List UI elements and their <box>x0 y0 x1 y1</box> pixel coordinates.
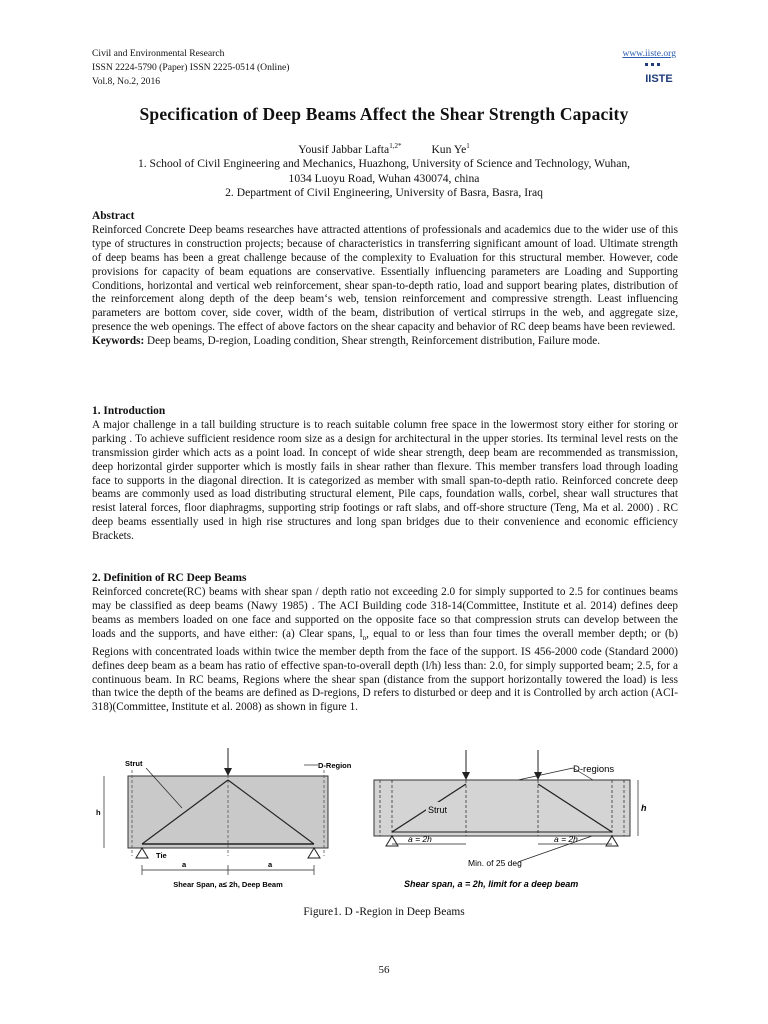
left-a2-label: a <box>268 860 273 869</box>
definition-text <box>92 586 678 715</box>
left-a1-label: a <box>182 860 187 869</box>
author-1-sup: 1,2* <box>389 142 402 150</box>
right-dregions-label: D-regions <box>573 764 615 775</box>
left-dregion-label: D-Region <box>318 761 352 770</box>
iiste-logo <box>642 62 676 86</box>
affiliation-1-line-2: 1034 Luoyu Road, Wuhan 430074, china <box>288 171 480 185</box>
introduction-section <box>92 405 678 544</box>
journal-name: Civil and Environmental Research <box>92 48 225 59</box>
keywords-label: Keywords: <box>92 335 145 348</box>
left-tie-label: Tie <box>156 851 167 860</box>
right-min-angle-label: Min. of 25 deg <box>468 858 522 868</box>
figure-d-regions-right <box>368 748 650 896</box>
journal-volume: Vol.8, No.2, 2016 <box>92 76 161 87</box>
right-a1-label: a = 2h <box>408 834 432 844</box>
journal-issn: ISSN 2224-5790 (Paper) ISSN 2225-0514 (Online) <box>92 62 290 73</box>
authors-block <box>0 139 768 201</box>
keywords-paragraph <box>92 335 678 349</box>
page-number: 56 <box>378 964 390 976</box>
paper-title: Specification of Deep Beams Affect the Shear Strength Capacity <box>139 104 629 124</box>
affiliation-2: 2. Department of Civil Engineering, University of Basra, Basra, Iraq <box>225 186 543 200</box>
journal-url-link[interactable]: www.iiste.org <box>622 48 676 59</box>
figure-deep-beam-left <box>90 748 358 896</box>
right-a2-label: a = 2h <box>554 834 578 844</box>
abstract-text: Reinforced Concrete Deep beams researches have attracted attentions of professionals and academics due to the wider use of this type of structures in construction projects; because of characteristics in transferring significant amount of load. Ultimate strength of deep beams has been a great challenge because of the complexity to Evaluation for this structural member. However, code provisions for capacity of beam equations are conservative. Essentially influencing parameters are Loading and Supporting Conditions, horizontal and vertical web reinforcement, shear span-to-depth ratio, load and support bearing plates, distribution of the reinforcement along depth of the deep beam‘s web, tension reinforcement and compressive strength. Least influencing parameters are bottom cover, side cover, width of the beam, distribution of vertical stirrups in the web, and aggregate size, presence the web openings. The effect of above factors on the shear capacity and behavior of RC deep beams have been reviewed. <box>92 223 678 334</box>
journal-url-block <box>622 47 676 61</box>
definition-text-a: Reinforced concrete(RC) beams with shear span / depth ratio not exceeding 2.0 for simply supported to 2.5 for continues beams may be classified as deep beams (Nawy 1985) . The ACI Building code 318-14(Committee, Institute et al. 2014) defines deep beams as members loaded on one face and supported on the opposite face so that compression struts can develop between the loads and the supports, and have either: (a) Clear spans, l <box>92 585 678 640</box>
affiliation-1-line-1: 1. School of Civil Engineering and Mechanics, Huazhong, University of Science and Technology, Wuhan, <box>137 157 631 171</box>
keywords-text: Deep beams, D-region, Loading condition, Shear strength, Reinforcement distribution, Failure mode. <box>147 335 600 348</box>
author-2-sup: 1 <box>466 142 470 150</box>
introduction-text: A major challenge in a tall building structure is to reach suitable column free space in the lowermost story either for storing or parking . To achieve sufficient residence room size as a design for architectural in the upper stories. Its terminal level rests on the transmission girder which acts as a point load. In concept of wide shear strength, deep beam are recommended as transmission, deep horizontal girder supporter which is mostly fails in shear rather than flexure. This member transfers load through loading face to supports in the diagonal direction. It is categorized as member with small span-to-depth ratio. Reinforced concrete deep beams are commonly used as load distributing structural element, Pile caps, foundation walls, corbel, shear wall structures that resist lateral forces, floor diaphragms, supporting strip footings or raft slabs, and off-shore structure (Teng, Ma et al. 2000) . RC deep beams essentially used in high rise structures and long span bridges due to their convenience and economic efficiency Brackets. <box>92 418 678 543</box>
definition-heading: 2. Definition of RC Deep Beams <box>92 572 247 584</box>
abstract-heading: Abstract <box>92 210 135 222</box>
figure-caption: Figure1. D -Region in Deep Beams <box>303 906 465 918</box>
introduction-heading: 1. Introduction <box>92 405 166 417</box>
right-shear-span-caption: Shear span, a = 2h, limit for a deep beam <box>404 879 579 889</box>
abstract-section <box>92 210 678 349</box>
left-h-label: h <box>96 808 101 817</box>
left-shear-span-caption: Shear Span, a≤ 2h, Deep Beam <box>173 880 283 889</box>
definition-section <box>92 572 678 715</box>
author-2: Kun Ye <box>431 142 467 156</box>
definition-text-b: , equal to or less than four times the overall member depth; or (b) Regions with concentrated loads within twice the member depth from the face of the support. IS 456-2000 code (Standard 2000) defines deep beam as a beam has ratio of effective span-to-overall depth (l/h) less than: 2.0, for simply supported beam; 2.5, for a continuous beam. In RC beams, Regions where the shear span (distance from the support horizontally towered the load) is less than twice the depth of the beams are defined as D-regions, D refers to disturbed or deep and it is Controlled by arch action (ACI-318)(Committee, Institute et al. 2008) as shown in figure 1. <box>92 627 678 714</box>
ln-subscript: n <box>362 633 367 642</box>
right-h-label: h <box>641 803 647 813</box>
journal-header <box>92 47 289 89</box>
logo-text: IISTE <box>645 73 673 85</box>
author-1: Yousif Jabbar Lafta <box>298 142 390 156</box>
author-line <box>0 139 768 157</box>
right-strut-label: Strut <box>428 805 448 815</box>
left-strut-label: Strut <box>125 759 143 768</box>
